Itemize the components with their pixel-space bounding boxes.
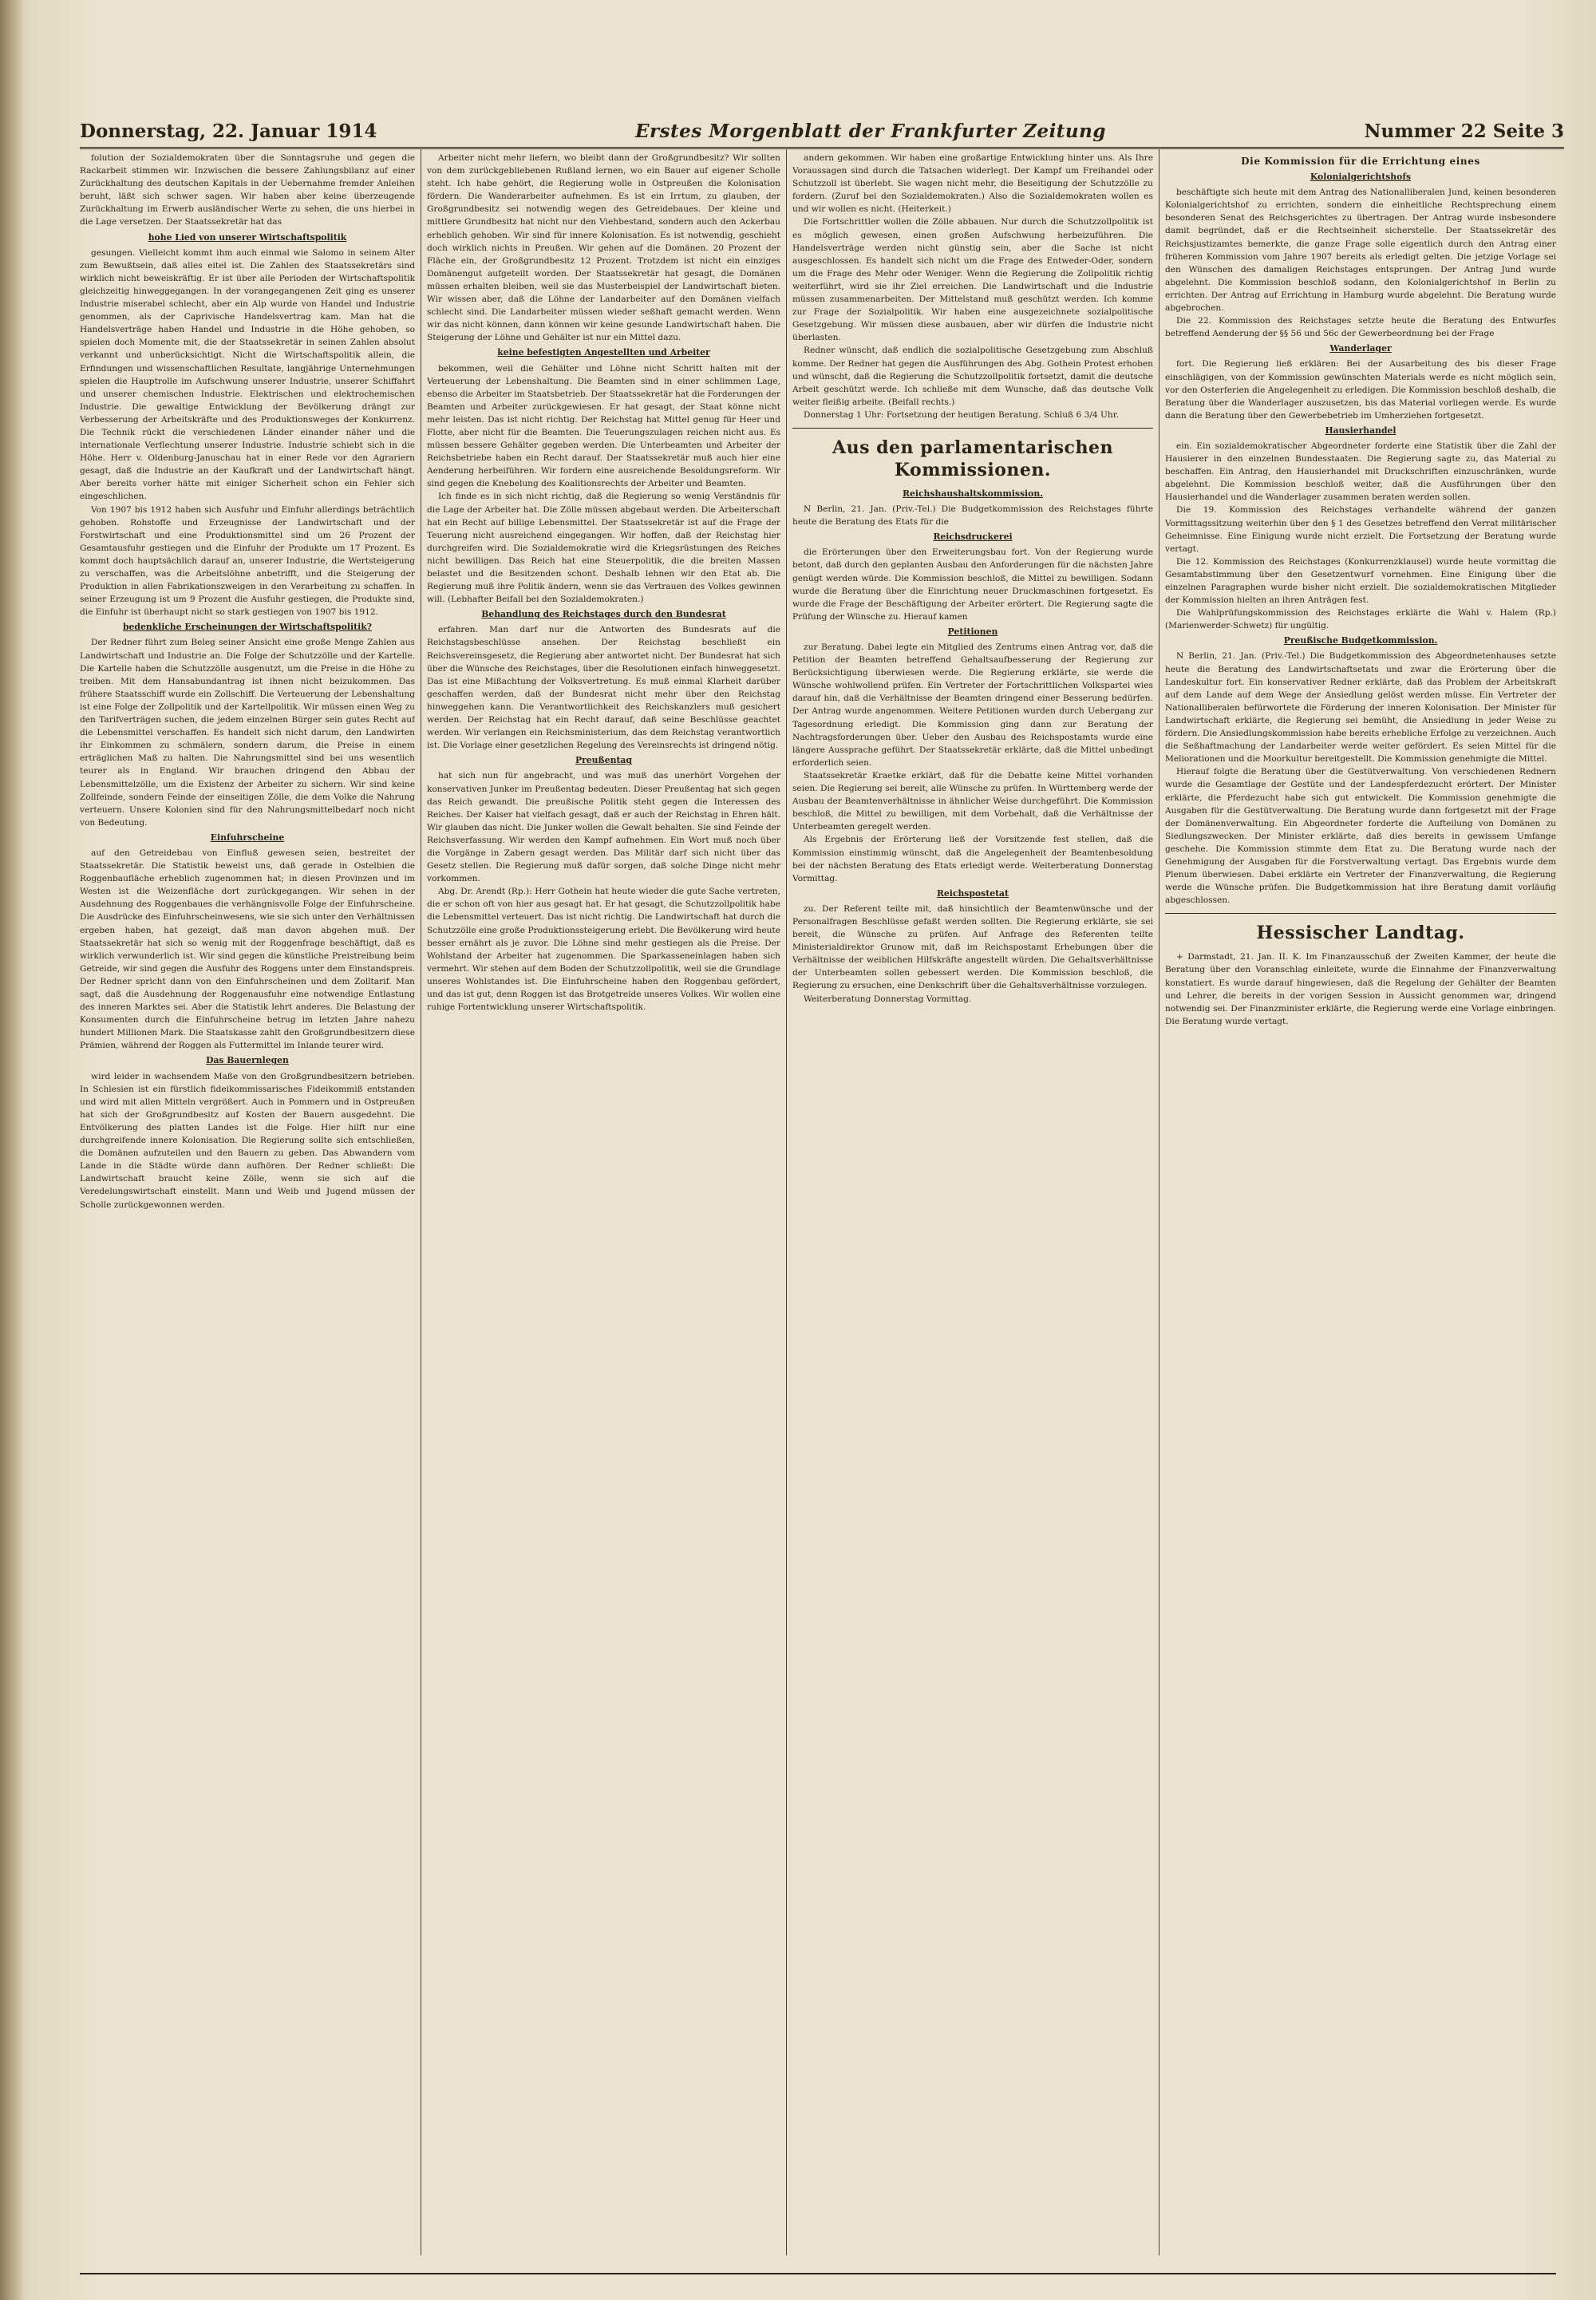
section-subheading: Einfuhrscheine [210,832,285,843]
paragraph: wird leider in wachsendem Maße von den Großgrundbesitzern betrieben. In Schlesien ist ein fürstlich fideikommissarisches Fideikommiß entstanden und wird mit allen Mitteln vergrößert. Auch in Pommern und in Ostpreußen hat sich der Großgrundbesitz auf Kosten der Bauern ausgedehnt. Die Entvölkerung des platten Landes ist die Folge. Hier hilft nur eine durchgreifende innere Kolonisation. Die Regierung sollte sich entschließen, die Domänen aufzuteilen und den Bauern zu geben. Das Abwandern vom Lande in die Städte würde dann aufhören. Der Redner schließt: Die Landwirtschaft braucht keine Zölle, wenn sie sich auf die Veredelungswirtschaft einstellt. Mann und Weib und Jugend müssen der Scholle zurückgewonnen werden. [80,1071,415,1210]
section-subheading: Behandlung des Reichstages durch den Bundesrat [481,609,726,620]
section-rule [1165,913,1556,914]
paragraph: Die Fortschrittler wollen die Zölle abbauen. Nur durch die Schutzzollpolitik ist es möglich gewesen, einen großen Aufschwung herbeizuführen. Die Handelsverträge werden nicht günstig sein, aber die Sache ist nicht ausgeschlossen. Es handelt sich nicht um die Frage des Entweder-Oder, sondern um die Frage des Mehr oder Weniger. Wenn die Regierung die Zollpolitik richtig weiterführt, wird sie ihr Ziel erreichen. Die Landwirtschaft und die Industrie müssen zusammenarbeiten. Der Mittelstand muß geschützt werden. Ich komme zur Frage der Sozialpolitik. Wir haben eine ausgezeichnete sozialpolitische Gesetzgebung. Wir müssen diese ausbauen, aber wir dürfen die Industrie nicht überlasten. [792,217,1153,343]
paragraph: folution der Sozialdemokraten über die Sonntagsruhe und gegen die Rackarbeit stimmen wir. Inzwischen die bessere Zahlungsbilanz auf einer Zurückhaltung des deutschen Kapitals in der Uebernahme fremder Anleihen beruht, läßt sich schwer sagen. Wir haben aber keine überzeugende Zurückhaltung im Erwerb ausländischer Werte zu sehen, die uns hierbei in die Lage versetzen. Der Staatssekretär hat das [80,153,415,227]
section-subheading: hohe Lied von unserer Wirtschaftspolitik [148,231,347,243]
page-bottom-rule [80,2273,1556,2274]
section-subheading: keine befestigten Angestellten und Arbeiter [497,347,710,358]
paragraph: Als Ergebnis der Erörterung ließ der Vorsitzende fest stellen, daß die Kommission einstimmig wünscht, daß die Angelegenheit der Beamtenbesoldung bei der nächsten Beratung des Etats erledigt werde. Weiterberatung Donnerstag Vormittag. [792,835,1153,883]
paragraph: andern gekommen. Wir haben eine großartige Entwicklung hinter uns. Als Ihre Voraussagen sind durch die Tatsachen widerlegt. Der Kampf um Freihandel oder Schutzzoll ist überlebt. Sie wagen nicht mehr, die Beseitigung der Schutzzölle zu fordern. (Zuruf bei den Sozialdemokraten.) Also die Sozialdemokraten wollen es und wir wollen es nicht. (Heiterkeit.) [792,153,1153,215]
section-subheading: Hausierhandel [1325,425,1396,436]
column-2 [427,152,780,2266]
section-headline: Hessischer Landtag. [1256,923,1465,944]
paragraph: Die 19. Kommission des Reichstages verhandelte während der ganzen Vormittagssitzung weiterhin über den § 1 des Gesetzes betreffend den Verrat militärischer Geheimnisse. Eine Einigung wurde nicht erzielt. Die Fortsetzung der Beratung wurde vertagt. [1165,505,1556,554]
paragraph: fort. Die Regierung ließ erklären: Bei der Ausarbeitung des bis dieser Frage einschlägigen, von der Kommission gewünschten Materials werde es nicht möglich sein, vor den Osterferien die Angelegenheit zu erledigen. Die Kommission beschloß deshalb, die Beratung über die Wanderlager auszusetzen, bis das Material vorliegen werde. Es wurde dann die Beratung über den Gewerbebetrieb im Umherziehen fortgesetzt. [1165,359,1556,421]
paragraph: zur Beratung. Dabei legte ein Mitglied des Zentrums einen Antrag vor, daß die Petition der Beamten betreffend Gehaltsaufbesserung der Regierung zur Berücksichtigung überwiesen werde. Die Regierung erklärte, sie werde die Wünsche wohlwollend prüfen. Ein Vertreter der Fortschrittlichen Volkspartei wies darauf hin, daß die Verhältnisse der Beamten dringend einer Besserung bedürfen. Der Antrag wurde angenommen. Weitere Petitionen wurden durch Uebergang zur Tagesordnung erledigt. Die Kommission ging dann zur Beratung der Nachtragsforderungen über. Ueber den Ausbau des Reichspostamts wurde eine längere Aussprache geführt. Der Staatssekretär erklärte, daß die Mittel unbedingt erforderlich seien. [792,642,1153,768]
paragraph: zu. Der Referent teilte mit, daß hinsichtlich der Beamtenwünsche und der Personalfragen Beschlüsse gefaßt werden sollten. Die Regierung erklärte, sie sei bereit, die Wünsche zu prüfen. Auf Anfrage des Referenten teilte Ministerialdirektor Grunow mit, daß im Reichspostamt Erhebungen über die Verhältnisse der weiblichen Hilfskräfte angestellt würden. Die Gehaltsverhältnisse der Unterbeamten sollen gebessert werden. Die Kommission beschloß, die Regierung zu ersuchen, eine Denkschrift über die Gehaltsverhältnisse vorzulegen. [792,903,1153,991]
section-subheading: Preußische Budgetkommission. [1283,635,1438,646]
paragraph: Hierauf folgte die Beratung über die Gestütverwaltung. Von verschiedenen Rednern wurde die Gesamtlage der Gestüte und der Landespferdezucht erörtert. Der Minister erklärte, die Pferdezucht habe sich gut entwickelt. Die Kommission genehmigte die Ausgaben für die Gestütverwaltung. Die Beratung wurde dann fortgesetzt mit der Frage der Domänenverwaltung. Ein Abgeordneter forderte die Aufteilung von Domänen zu Siedlungszwecken. Der Minister erklärte, daß dies bereits in gewissem Umfange geschehe. Die Kommission stimmte dem Etat zu. Die Beratung wurde nach der Genehmigung der Ausgaben für die Forstverwaltung vertagt. Das Ergebnis wurde dem Plenum überwiesen. Dabei erklärte ein Vertreter der Finanzverwaltung, die Regierung werde die Wünsche prüfen. Die Budgetkommission hat ihre Beratung damit vorläufig abgeschlossen. [1165,767,1556,906]
paragraph: erfahren. Man darf nur die Antworten des Bundesrats auf die Reichstagsbeschlüsse ansehen. Der Reichstag beschließt ein Reichsvereinsgesetz, die Regierung aber antwortet nicht. Der Bundesrat hat sich über die Wünsche des Reichstages, über die Resolutionen einfach hinweggesetzt. Das ist eine Mißachtung der Volksvertretung. Es muß einmal Klarheit darüber geschaffen werden, daß der Bundesrat nicht mehr über den Reichstag hinweggehen kann. Die Verantwortlichkeit des Reichskanzlers muß gesichert werden. Der Reichstag hat ein Recht darauf, daß seine Beschlüsse geachtet werden. Wir verlangen ein Reichsministerium, das dem Reichstag verantwortlich ist. Die Vorlage einer gesetzlichen Regelung des Vereinsrechts ist dringend nötig. [427,625,780,751]
paragraph: Die Wahlprüfungskommission des Reichstages erklärte die Wahl v. Halem (Rp.) (Marienwerder-Schwetz) für ungültig. [1165,608,1556,631]
paragraph: Weiterberatung Donnerstag Vormittag. [804,994,972,1004]
page-binding-edge [0,0,22,2300]
column-4 [1165,152,1556,2266]
section-rule [792,428,1153,429]
paragraph: Die 12. Kommission des Reichstages (Konkurrenzklausel) wurde heute vormittag die Gesamtabstimmung über den Gesetzentwurf vornehmen. Eine Einigung über die einzelnen Paragraphen wurde bisher nicht erzielt. Die sozialdemokratischen Mitglieder der Kommission hielten an ihren Anträgen fest. [1165,556,1556,606]
section-subheading: Kolonialgerichtshofs [1310,172,1412,183]
column-3 [792,152,1153,2266]
paragraph: Redner wünscht, daß endlich die sozialpolitische Gesetzgebung zum Abschluß komme. Der Redner hat gegen die Ausführungen des Abg. Gothein Protest erhoben und wünscht, daß die Regierung die Schutzzollpolitik fortsetzt, damit die deutsche Arbeit geschützt werde. Ich schließe mit dem Wunsche, daß das deutsche Volk weiter fleißig arbeite. (Beifall rechts.) [792,346,1153,407]
column-1 [80,152,415,2266]
paragraph: Die 22. Kommission des Reichstages setzte heute die Beratung des Entwurfes betreffend Aenderung der §§ 56 und 56c der Gewerbeordnung bei der Frage [1165,316,1556,339]
paragraph: N Berlin, 21. Jan. (Priv.-Tel.) Die Budgetkommission des Abgeordnetenhauses setzte heute die Beratung des Landwirtschaftsetats und zwar die Erörterung über die Landeskultur fort. Ein konservativer Redner erklärte, daß das Problem der Arbeitskraft auf dem Lande auf dem Wege der Ansiedlung gelöst werden müsse. Ein Vertreter der Nationalliberalen befürwortete die Förderung der inneren Kolonisation. Der Minister für Landwirtschaft erklärte, die Regierung sei bemüht, die Ansiedlung in jeder Weise zu fördern. Die Ansiedlungskommission habe bereits erhebliche Erfolge zu verzeichnen. Auch die Seßhaftmachung der Landarbeiter werde weiter gefördert. Es seien Mittel für die Meliorationen und die Moorkultur bereitgestellt. Die Kommission genehmigte die Mittel. [1165,651,1556,765]
section-subheading: Reichspostetat [936,887,1009,899]
paragraph: Der Redner führt zum Beleg seiner Ansicht eine große Menge Zahlen aus Landwirtschaft und Industrie an. Die Folge der Schutzzölle und der Kartelle. Die Kartelle haben die Schutzzölle ausgenutzt, um die Preise in die Höhe zu treiben. Mit dem Hansabundantrag ist ihnen nicht beizukommen. Das frühere Staatsschiff wurde ein Zollschiff. Die Verteuerung der Lebenshaltung ist eine Folge der Zollpolitik und der Kartellpolitik. Wir müssen einen Weg zu den Tarifverträgen suchen, die jedem einzelnen Bürger sein gutes Recht auf die Lebensmittel verschaffen. Es handelt sich nicht darum, den Landwirten ihr Einkommen zu schmälern, sondern darum, die Preise in einem erträglichen Maß zu halten. Die Nahrungsmittel sind bei uns wesentlich teurer als in England. Wir brauchen dringend den Abbau der Lebensmittelzölle, um die Existenz der Arbeiter zu sichern. Wir sind keine Zollfeinde, sondern Feinde der einseitigen Zölle, die dem Volke die Nahrung verteuern. Unsere Kolonien sind für den Nahrungsmittelbedarf noch nicht von Bedeutung. [80,638,415,828]
paragraph: hat sich nun für angebracht, und was muß das unerhört Vorgehen der konservativen Junker im Preußentag bedeuten. Dieser Preußentag hat sich gegen das Reich gewandt. Die preußische Politik steht gegen die Interessen des Reiches. Der Kaiser hat vielfach gesagt, daß er auch der Reichstag in Ehren hält. Wir glauben das nicht. Die Junker wollen die Gewalt behalten. Sie sind Feinde der Reichsverfassung. Wir werden den Kampf aufnehmen. Ein Wort muß noch über die Vorgänge in Zabern gesagt werden. Das Militär darf sich nicht über das Gesetz stellen. Die Regierung muß dafür sorgen, daß solche Dinge nicht mehr vorkommen. [427,771,780,884]
section-subheading: Petitionen [947,626,998,637]
section-subheading: Preußentag [575,755,632,766]
section-subheading: bedenkliche Erscheinungen der Wirtschaftspolitik? [122,622,373,633]
paragraph: beschäftigte sich heute mit dem Antrag des Nationalliberalen Jund, keinen besonderen Kolonialgerichtshof zu errichten, sondern die einheitliche Rechtsprechung einem besonderen Senat des Reichsgerichtes zu übertragen. Der Antrag wurde insbesondere damit begründet, daß er die Rechtseinheit sicherstelle. Der Staatssekretär des Reichsjustizamtes bemerkte, die ganze Frage solle eigentlich durch den Antrag einer früheren Kommission vom Jahre 1907 bereits als erledigt gelten. Die jetzige Vorlage sei den Wünschen des damaligen Reichstages entsprungen. Der Antrag Jund wurde abgelehnt. Die Kommission beschloß sodann, den Kolonialgerichtshof in Berlin zu errichten. Der Antrag auf Errichtung in Hamburg wurde abgelehnt. Die Beratung wurde abgebrochen. [1165,188,1556,314]
paragraph: bekommen, weil die Gehälter und Löhne nicht Schritt halten mit der Verteuerung der Lebenshaltung. Die Beamten sind in einer schlimmen Lage, ebenso die Arbeiter im Staatsbetrieb. Der Staatssekretär hat die Forderungen der Beamten und Arbeiter zurückgewiesen. Er hat gesagt, der Staat könne nicht mehr leisten. Das ist nicht richtig. Der Reichstag hat Mittel genug für Heer und Flotte, aber nicht für die Beamten. Die Teuerungszulagen reichen nicht aus. Es müssen bessere Gehälter gegeben werden. Die Unterbeamten und Arbeiter der Reichsbetriebe haben ein Recht darauf. Der Staatssekretär muß auch hier eine Aenderung herbeiführen. Wir fordern eine ausreichende Besoldungsreform. Wir sind gegen die Knebelung des Koalitionsrechts der Arbeiter und Beamten. [427,363,780,489]
paragraph: gesungen. Vielleicht kommt ihm auch einmal wie Salomo in seinem Alter zum Bewußtsein, daß alles eitel ist. Die Zahlen des Staatssekretärs sind wirklich nicht beweiskräftig. Er ist über alle Perioden der Wirtschaftspolitik gleichzeitig hinweggegangen. In der vorangegangenen Zeit ging es unserer Industrie miserabel schlecht, aber ein Alp wurde von Handel und Industrie genommen, als der Caprivische Handelsvertrag kam. Man hat die Handelsverträge haben Handel und Industrie in die Höhe gehoben, so spielen doch Momente mit, die der Staatssekretär in seinen Zahlen absolut verkannt und unberücksichtigt. Nicht die Wirtschaftspolitik allein, die Erfindungen und wissenschaftlichen Resultate, langjährige Unternehmungen spielen die Hauptrolle im Aufschwung unserer Industrie, unserer Schiffahrt und unserer chemischen Industrie. Elektrischen und elektrochemischen Industrie. Die gewaltige Entwicklung der Bevölkerung drängt zur Verbesserung der Arbeitskräfte und des Produktionsweges der Konkurrenz. Die Technik rückt die verschiedenen Länder einander näher und die internationale Verflechtung unserer Industrie. Industrie schiebt sich in die Höhe. Herr v. Oldenburg-Januschau hat in einer Rede vor den Agrariern gesagt, daß die Industrie an der Kaufkraft und der Landwirtschaft hängt. Aber bereits vorher hätte mit einiger Sicherheit schon ein Fehler sich eingeschlichen. [80,247,415,502]
paragraph: auf den Getreidebau von Einfluß gewesen seien, bestreitet der Staatssekretär. Die Statistik beweist uns, daß gerade in Ostelbien die Roggenbaufläche erheblich zugenommen hat; in diesen Provinzen und im Westen ist die Weizenfläche dort zurückgegangen. Wir sehen in der Ausdehnung des Roggenbaues die verhängnisvolle Folge der Einfuhrscheine. Die Ausdrücke des Einfuhrscheinwesens, wie sie sich unter den Verhältnissen ergeben haben, hat gezeigt, daß man davon abgehen muß. Der Staatssekretär hat sich so wenig mit der Roggenfrage beschäftigt, daß es wirklich verwunderlich ist. Wir sind gegen die künstliche Preistreibung beim Getreide, wir sind gegen die Ausfuhr des Roggens unter dem Einstandspreis. Der Redner spricht dann von den Einfuhrscheinen und dem Zolltarif. Man sagt, daß die Ausdehnung der Roggenausfuhr eine notwendige Entlastung des inneren Marktes sei. Aber die Statistik lehrt anderes. Die Belastung der Konsumenten durch die Einfuhrscheine betrug im letzten Jahre nahezu hundert Millionen Mark. Die Staatskasse zahlt den Großgrundbesitzern diese Prämien, während der Roggen als Futtermittel im Inlande teurer wird. [80,848,415,1051]
section-subheading: Reichsdruckerei [933,532,1013,543]
section-subheading: Wanderlager [1329,343,1392,354]
section-subheading: Die Kommission für die Errichtung eines [1241,156,1480,167]
paragraph: Ich finde es in sich nicht richtig, daß die Regierung so wenig Verständnis für die Lage der Arbeiter hat. Die Zölle müssen abgebaut werden. Die Arbeiterschaft hat ein Recht auf billige Lebensmittel. Der Staatssekretär ist auf die Frage der Teuerung nicht ausreichend eingegangen. Wir hoffen, daß der Reichstag hier durchgreifen wird. Die Sozialdemokratie wird die Kriegsrüstungen des Reiches nicht bewilligen. Das Reich hat eine Steuerpolitik, die die breiten Massen belastet und die Besitzenden schont. Deshalb lehnen wir den Etat ab. Die Regierung muß ihre Politik ändern, wenn sie das Vertrauen des Volkes gewinnen will. (Lebhafter Beifall bei den Sozialdemokraten.) [427,492,780,605]
section-headline: Aus den parlamentarischen Kommissionen. [832,437,1113,480]
paragraph: Arbeiter nicht mehr liefern, wo bleibt dann der Großgrundbesitz? Wir sollten von dem zurückgebliebenen Rußland lernen, wo ein Bauer auf eigener Scholle steht. Ich habe gehört, die Regierung wolle in Ostpreußen die Kolonisation fördern. Die Wanderarbeiter aufnehmen. Es ist ein Irrtum, zu glauben, der Großgrundbesitz sei notwendig wegen des Getreidebaues. Der kleine und mittlere Grundbesitz hat nicht nur den Viehbestand, sondern auch den Ackerbau erheblich gehoben. Wir sind für innere Kolonisation. Es ist notwendig, geschieht doch wirklich nichts in Preußen. Wir gehen auf die Domänen. 20 Prozent der Fläche ein, der Großgrundbesitz 12 Prozent. Trotzdem ist nicht ein einziges Domänengut aufgeteilt worden. Der Staatssekretär hat gesagt, die Domänen müssen erhalten bleiben, weil sie das Musterbeispiel der Landwirtschaft bieten. Wir wissen aber, daß die Löhne der Landarbeiter auf den Domänen vielfach schlecht sind. Die Landarbeiter müssen wieder seßhaft gemacht werden. Wenn wir das nicht können, dann können wir keine gesunde Landwirtschaft haben. Die Steigerung der Löhne und Gehälter ist nur ein Mittel dazu. [427,153,780,343]
paragraph: N Berlin, 21. Jan. (Priv.-Tel.) Die Budgetkommission des Reichstages führte heute die Beratung des Etats für die [792,504,1153,528]
paragraph: Abg. Dr. Arendt (Rp.): Herr Gothein hat heute wieder die gute Sache vertreten, die er schon oft von hier aus gesagt hat. Er hat gesagt, die Schutzzollpolitik habe die Lebensmittel verteuert. Das ist nicht richtig. Die Landwirtschaft hat durch die Schutzzölle eine große Produktionssteigerung erlebt. Die Bevölkerung wird heute besser ernährt als je zuvor. Die Löhne sind mehr gestiegen als die Preise. Der Wohlstand der Arbeiter hat zugenommen. Die Sparkasseneinlagen haben sich vermehrt. Wir stehen auf dem Boden der Schutzzollpolitik, weil sie die Grundlage unseres Wohlstandes ist. Die Einfuhrscheine haben den Roggenbau gefördert, und das ist gut, denn Roggen ist das Brotgetreide unseres Volkes. Wir wollen eine ruhige Fortentwicklung unserer Wirtschaftspolitik. [427,887,780,1013]
paragraph: Staatssekretär Kraetke erklärt, daß für die Debatte keine Mittel vorhanden seien. Die Regierung sei bereit, alle Wünsche zu prüfen. In Württemberg werde der Ausbau der Beamtenverhältnisse in ähnlicher Weise durchgeführt. Die Kommission beschloß, die Mittel zu bewilligen, mit dem Vorbehalt, daß die Verhältnisse der Unterbeamten geregelt werden. [792,770,1153,832]
paragraph: + Darmstadt, 21. Jan. II. K. Im Finanzausschuß der Zweiten Kammer, der heute die Beratung über den Voranschlag einleitete, wurde die Einnahme der Finanzverwaltung konstatiert. Es wurde darauf hingewiesen, daß die Regelung der Gehälter der Beamten und Lehrer, die bereits in der vorigen Session in Aussicht genommen war, dringend notwendig sei. Der Finanzminister erklärte, die Regierung werde eine Vorlage einbringen. Die Beratung wurde vertagt. [1165,952,1556,1026]
page-header [80,110,1564,149]
header-date: Donnerstag, 22. Januar 1914 [80,121,377,142]
column-divider [786,148,787,2255]
header-paper-title: Erstes Morgenblatt der Frankfurter Zeitung [634,121,1106,142]
section-subheading: Reichshaushaltskommission. [903,488,1043,499]
header-issue: Nummer 22 Seite 3 [1364,121,1564,142]
paragraph: die Erörterungen über den Erweiterungsbau fort. Von der Regierung wurde betont, daß durch den geplanten Ausbau den Anforderungen für die nächsten Jahre genügt werden würde. Die Kommission beschloß, die Mittel zu bewilligen. Sodann wurde die Beratung über die Einrichtung neuer Druckmaschinen fortgesetzt. Es wurde die Frage der Beschäftigung der Arbeiter erörtert. Die Regierung sagte die Prüfung der Wünsche zu. Hierauf kamen [792,547,1153,622]
paragraph: Von 1907 bis 1912 haben sich Ausfuhr und Einfuhr allerdings beträchtlich gehoben. Rohstoffe und Erzeugnisse der Landwirtschaft und der Forstwirtschaft und eine Produktionsmittel sind um 26 Prozent der Gesamtausfuhr gestiegen und die Einfuhr der Produkte um 17 Prozent. Es kommt doch hauptsächlich darauf an, unserer Industrie, die Wertsteigerung zu verschaffen, was die Arbeitslöhne anbetrifft, und die Steigerung der Produktion in allen Fabrikationszweigen in den Verarbeitung zu schaffen. In seiner Erzeugung ist um 9 Prozent die Ausfuhr gestiegen, die Produkte sind, die Einfuhr ist überhaupt nicht so stark gestiegen von 1907 bis 1912. [80,504,415,618]
paragraph: ein. Ein sozialdemokratischer Abgeordneter forderte eine Statistik über die Zahl der Hausierer in den einzelnen Bundesstaaten. Die Regierung sagte zu, das Material zu beschaffen. Ein Antrag, den Hausierhandel mit Druckschriften einzuschränken, wurde abgelehnt. Die Kommission beschloß weiter, daß die Ausführungen über den Hausierhandel und die Wanderlager zusammen beraten werden sollen. [1165,441,1556,503]
paragraph: Donnerstag 1 Uhr: Fortsetzung der heutigen Beratung. Schluß 6 3/4 Uhr. [804,409,1120,420]
section-subheading: Das Bauernlegen [206,1055,289,1066]
